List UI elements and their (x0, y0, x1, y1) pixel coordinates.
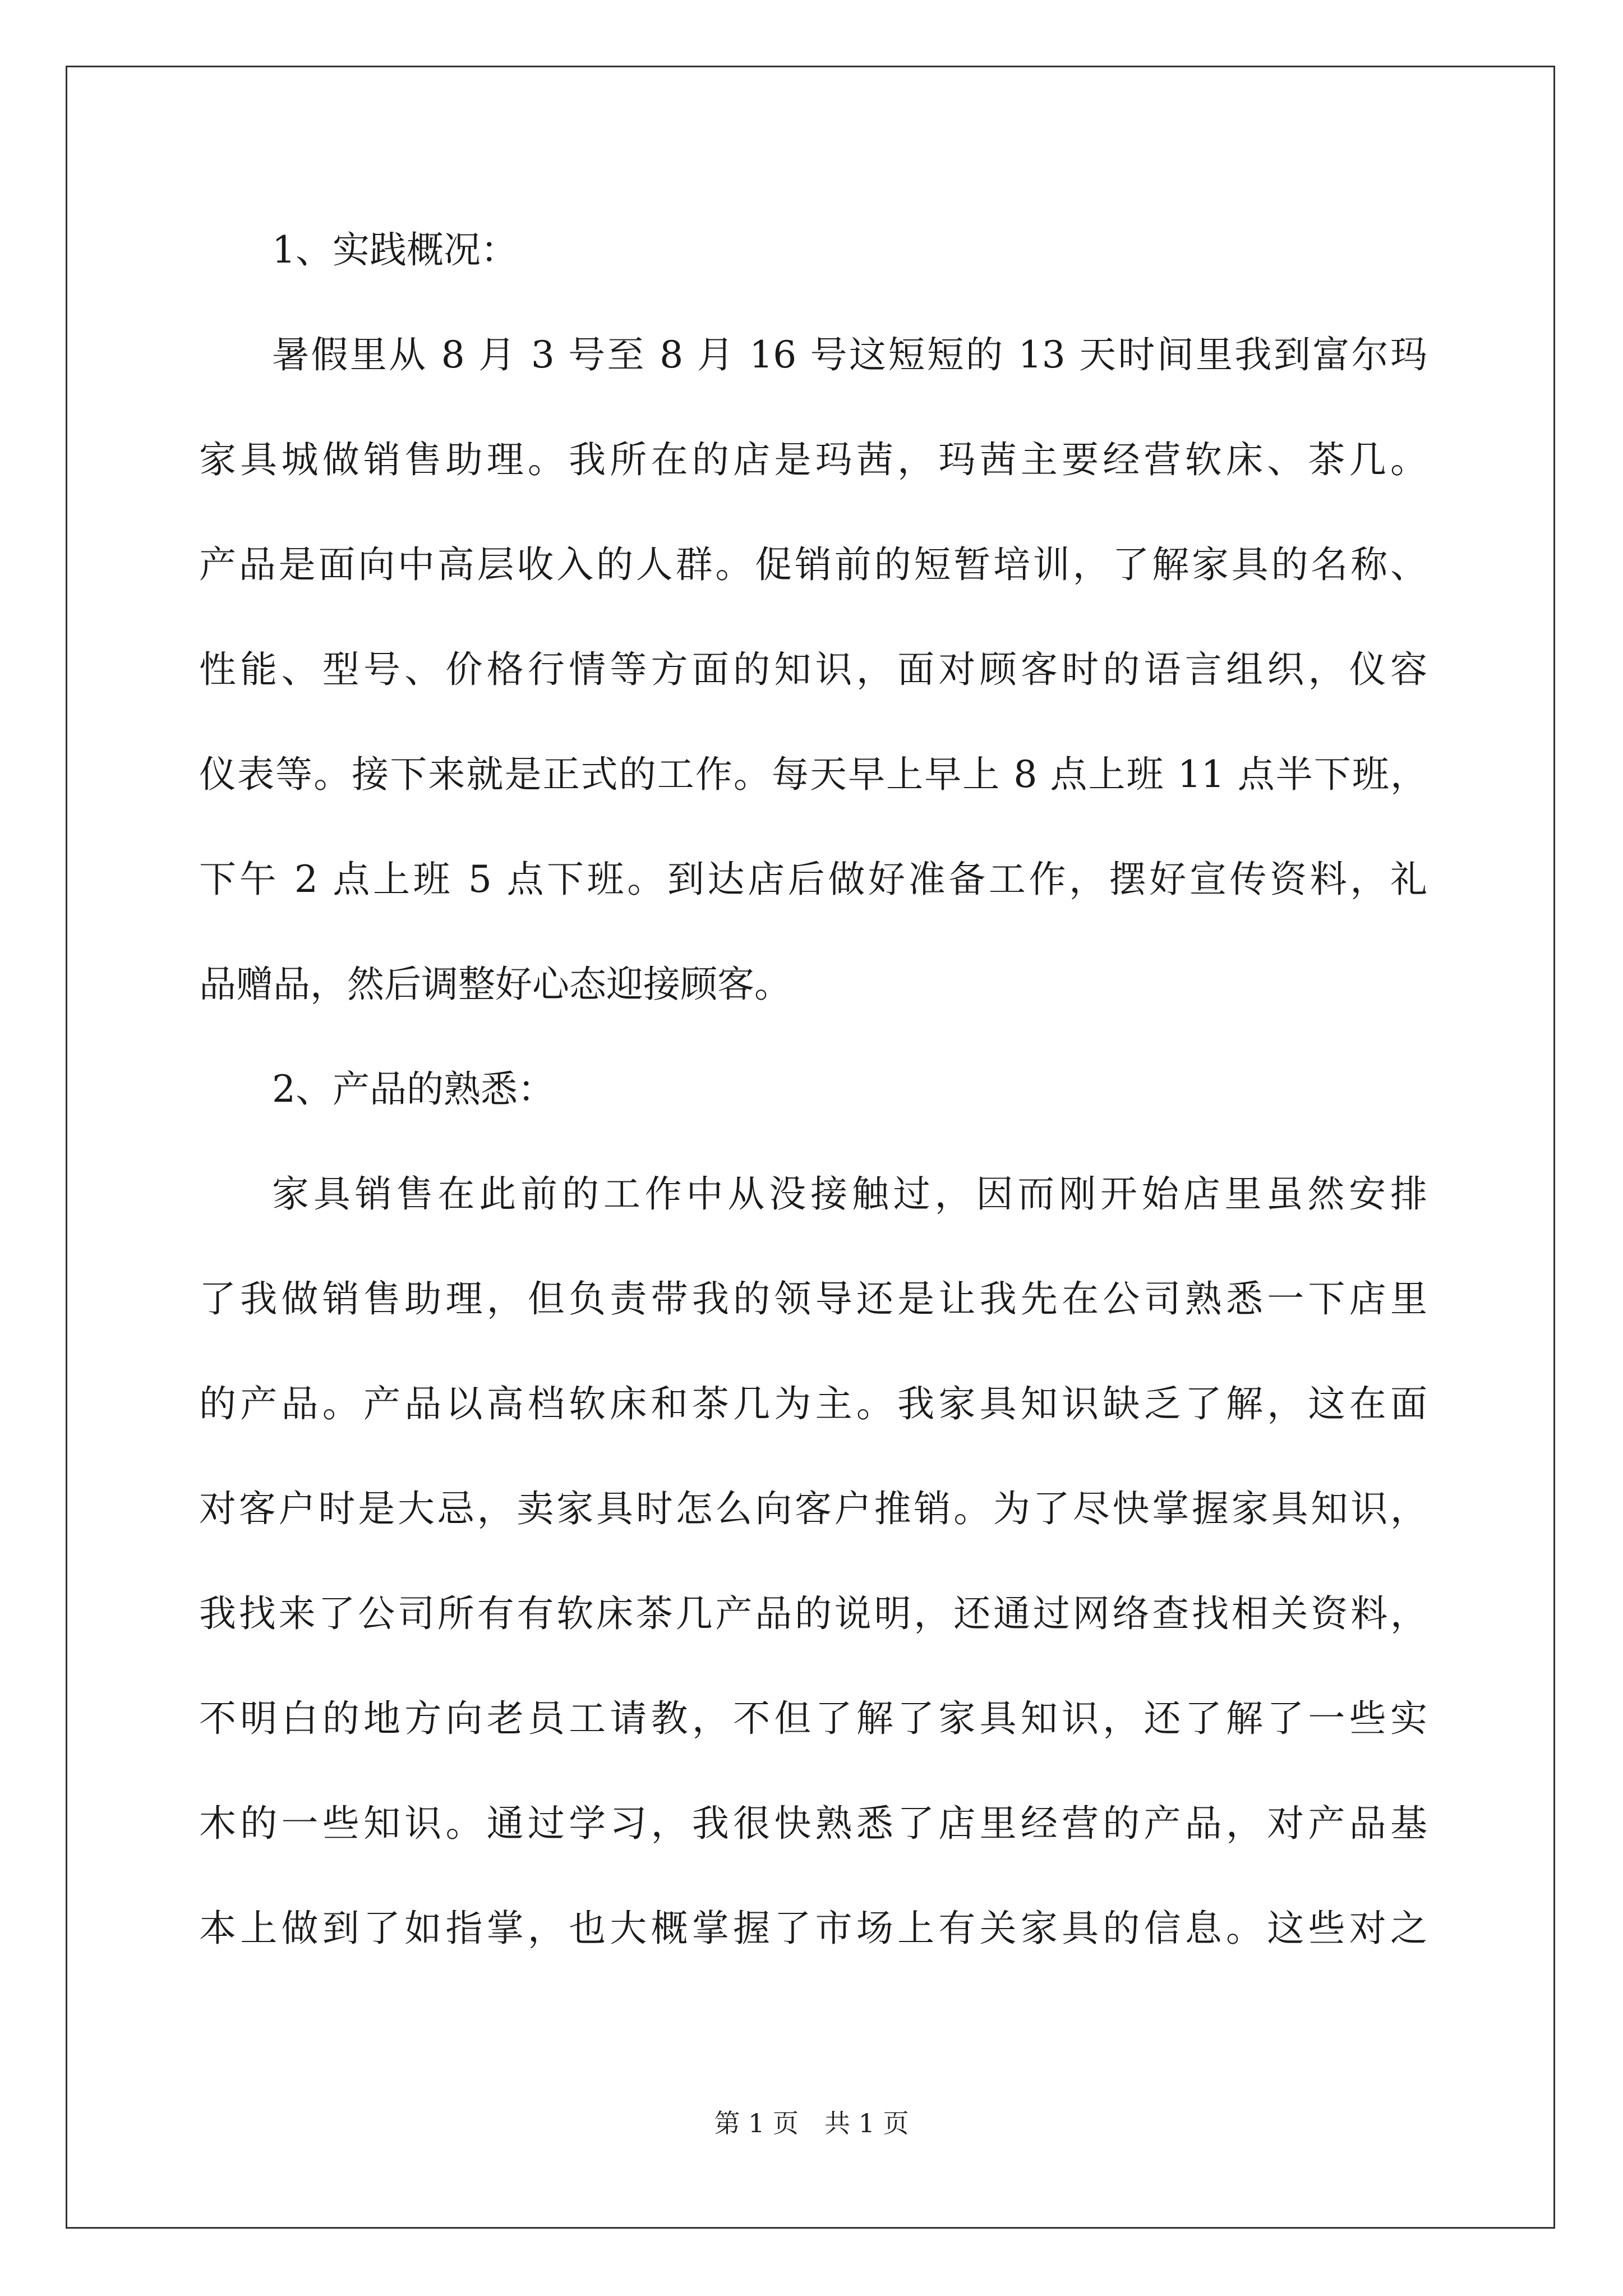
paragraph-line: 了我做销售助理，但负责带我的领导还是让我先在公司熟悉一下店里 (199, 1277, 1427, 1320)
document-body (199, 197, 1427, 1981)
paragraph (199, 302, 1427, 1037)
section-heading: 2、产品的熟悉： (272, 1068, 555, 1111)
paragraph-line: 木的一些知识。通过学习，我很快熟悉了店里经营的产品，对产品基 (199, 1802, 1427, 1845)
paragraph-line: 的产品。产品以高档软床和茶几为主。我家具知识缺乏了解，这在面 (199, 1382, 1427, 1425)
paragraph (199, 1142, 1427, 1981)
paragraph-line: 品赠品，然后调整好心态迎接顾客。 (199, 963, 791, 1006)
section-practice-overview (199, 197, 1427, 1037)
paragraph-line: 我找来了公司所有有软床茶几产品的说明，还通过网络查找相关资料， (199, 1592, 1427, 1635)
paragraph-line: 暑假里从 8 月 3 号至 8 月 16 号这短短的 13 天时间里我到富尔玛 (272, 333, 1427, 376)
paragraph-line: 性能、型号、价格行情等方面的知识，面对顾客时的语言组织，仪容 (199, 648, 1427, 691)
section-product-familiarization (199, 1037, 1427, 1981)
paragraph-line: 下午 2 点上班 5 点下班。到达店后做好准备工作，摆好宣传资料，礼 (199, 858, 1427, 901)
paragraph-line: 家具销售在此前的工作中从没接触过，因而刚开始店里虽然安排 (272, 1172, 1427, 1216)
page-number-footer: 第 1 页 共 1 页 (714, 2108, 909, 2138)
section-heading: 1、实践概况： (272, 228, 518, 272)
paragraph-line: 本上做到了如指掌，也大概掌握了市场上有关家具的信息。这些对之 (199, 1907, 1427, 1950)
paragraph-line: 仪表等。接下来就是正式的工作。每天早上早上 8 点上班 11 点半下班， (199, 753, 1427, 796)
paragraph-line: 不明白的地方向老员工请教，不但了解了家具知识，还了解了一些实 (199, 1697, 1427, 1740)
paragraph-line: 对客户时是大忌，卖家具时怎么向客户推销。为了尽快掌握家具知识， (199, 1487, 1427, 1530)
paragraph-line: 家具城做销售助理。我所在的店是玛茜，玛茜主要经营软床、茶几。 (199, 438, 1427, 481)
paragraph-line: 产品是面向中高层收入的人群。促销前的短暂培训，了解家具的名称、 (199, 543, 1427, 586)
